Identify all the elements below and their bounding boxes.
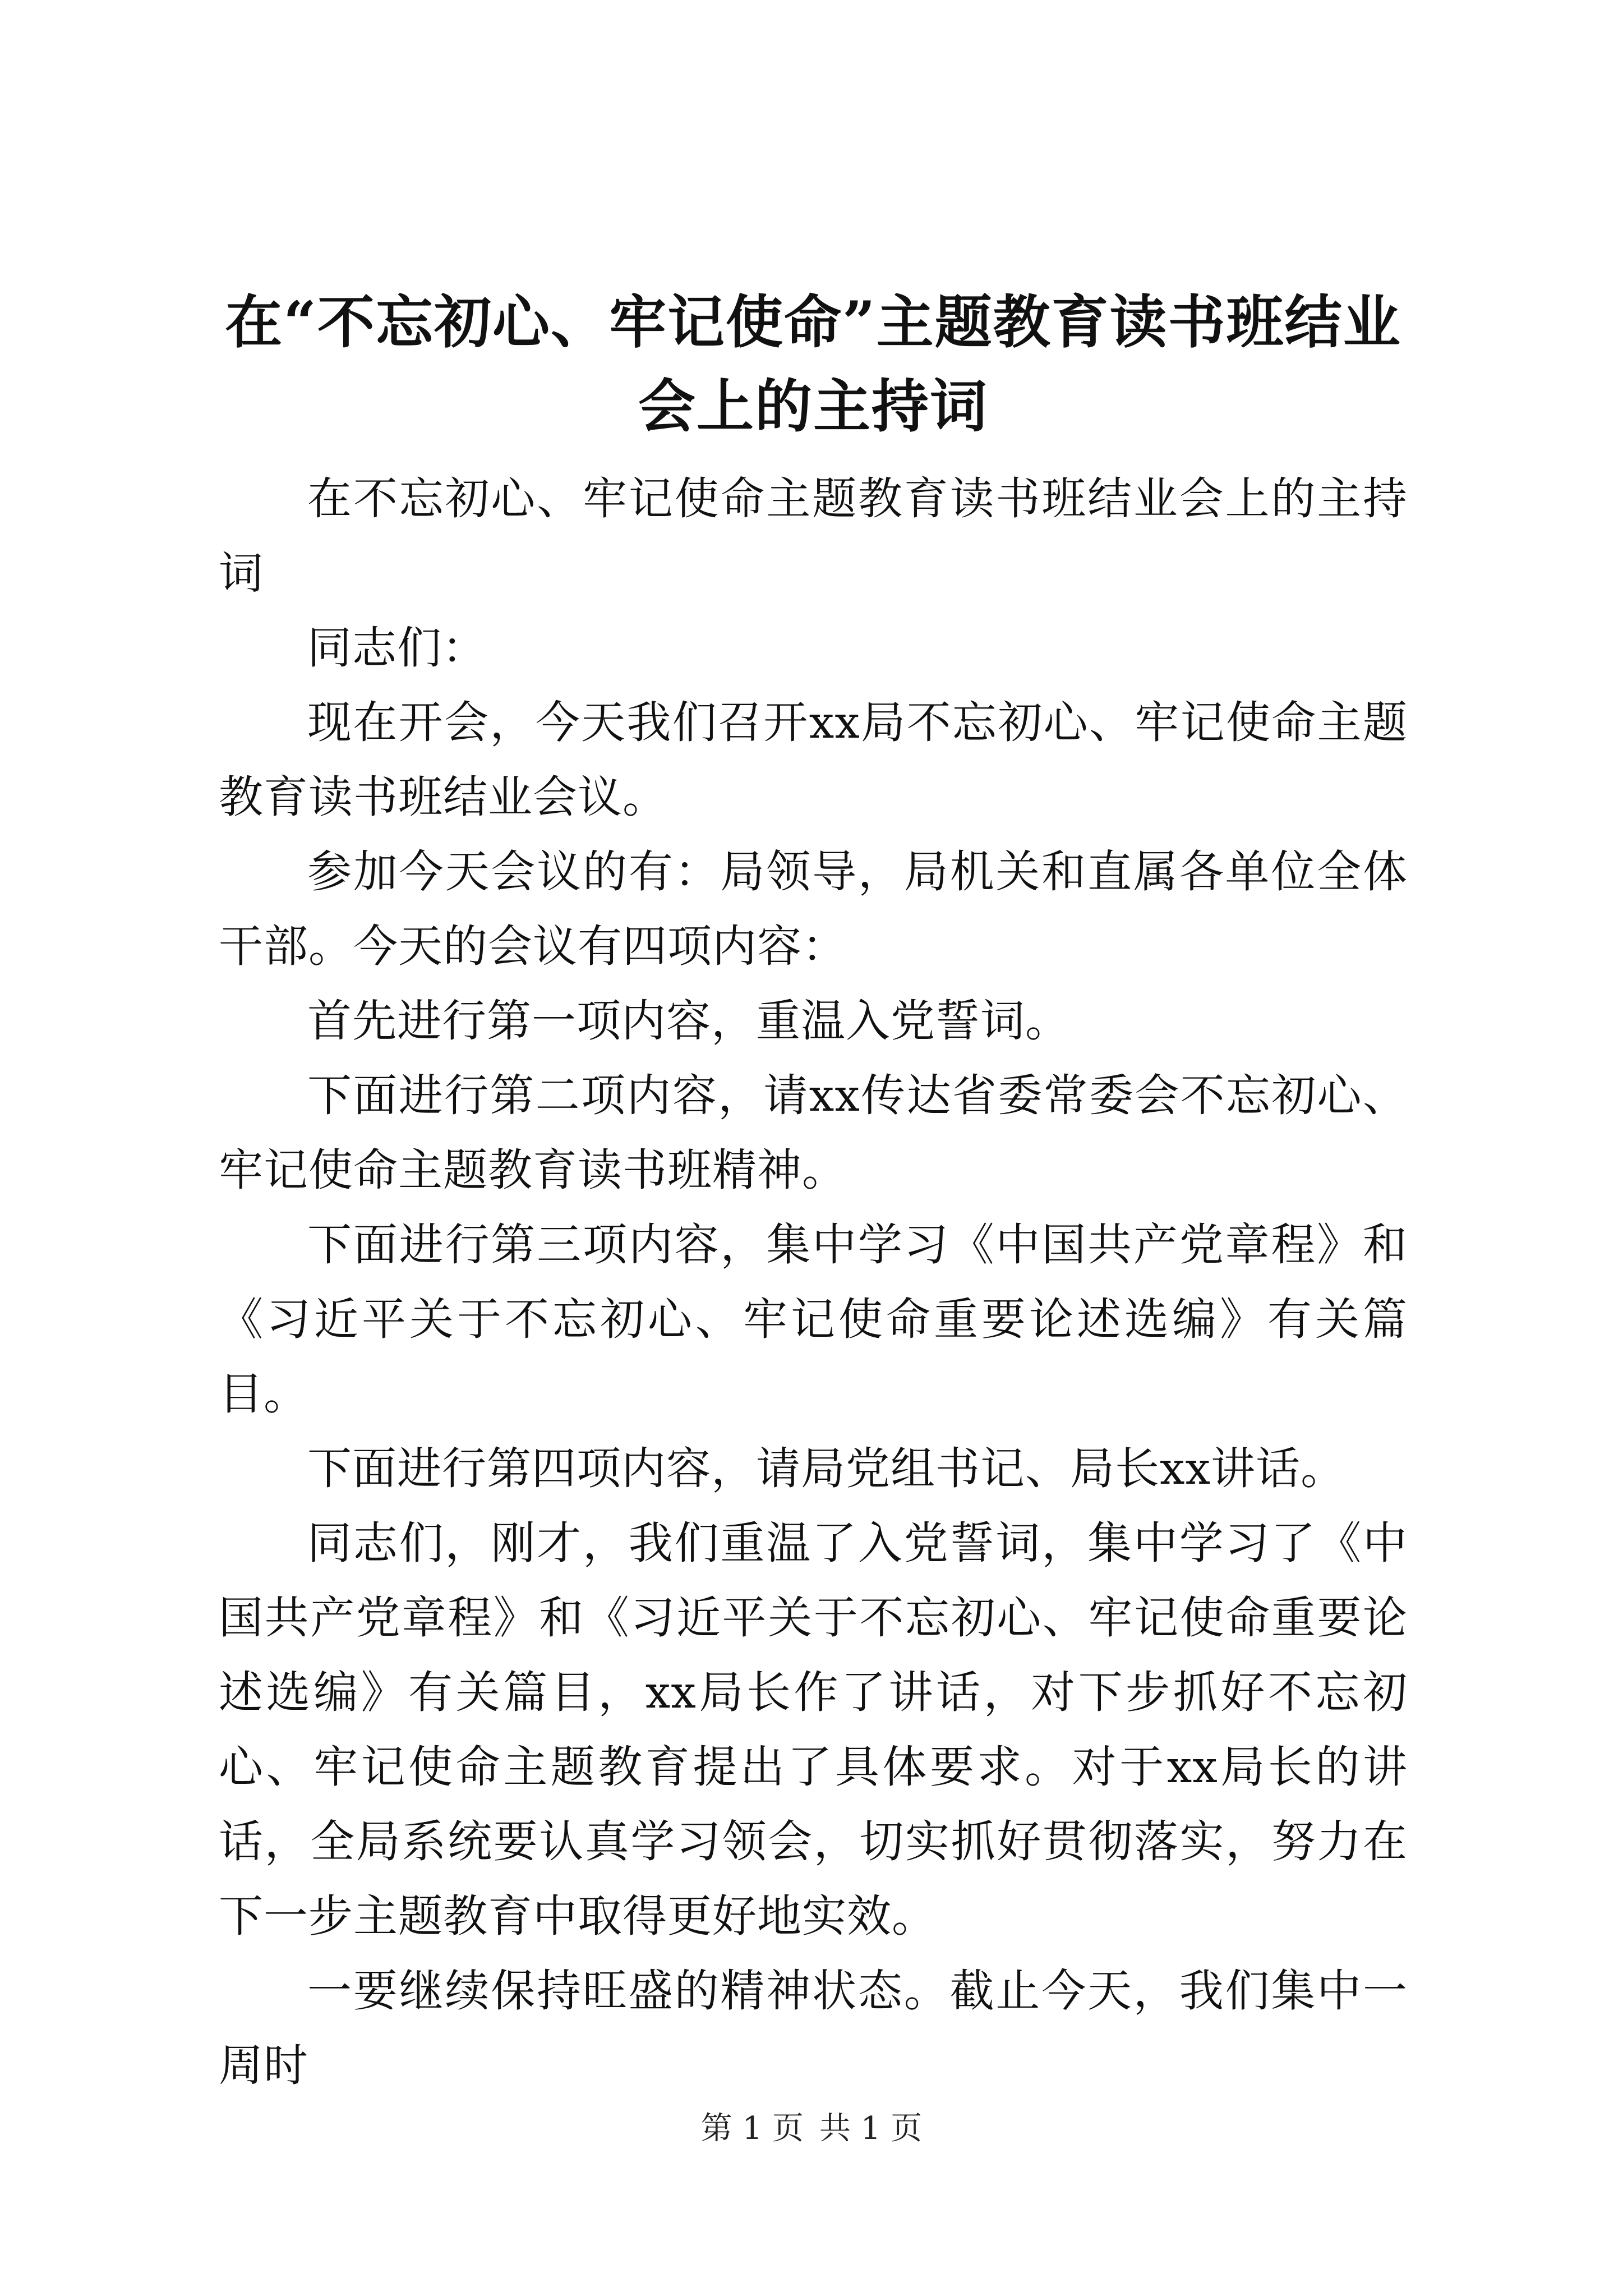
paragraph: 一要继续保持旺盛的精神状态。截止今天，我们集中一周时: [219, 1965, 1408, 2091]
page-number: 第 1 页: [700, 2110, 804, 2147]
document-body: [219, 462, 1408, 2103]
paragraph-greeting: 同志们：: [307, 622, 487, 674]
page-total: 共 1 页: [819, 2110, 923, 2147]
paragraph: 下面进行第三项内容，集中学习《中国共产党章程》和《习近平关于不忘初心、牢记使命重要论述选编》有关篇目。: [219, 1219, 1408, 1420]
paragraph: 同志们，刚才，我们重温了入党誓词，集中学习了《中国共产党章程》和《习近平关于不忘初心、牢记使命重要论述选编》有关篇目，xx局长作了讲话，对下步抓好不忘初心、牢记使命主题教育提出了具体要求。对于xx局长的讲话，全局系统要认真学习领会，切实抓好贯彻落实，努力在下一步主题教育中取得更好地实效。: [219, 1517, 1408, 1942]
paragraph: 首先进行第一项内容，重温入党誓词。: [307, 995, 1070, 1047]
paragraph: 现在开会，今天我们召开xx局不忘初心、牢记使命主题教育读书班结业会议。: [219, 697, 1408, 823]
paragraph: 下面进行第二项内容，请xx传达省委常委会不忘初心、牢记使命主题教育读书班精神。: [219, 1070, 1408, 1196]
page-footer: [0, 2106, 1623, 2151]
paragraph-subtitle: 在不忘初心、牢记使命主题教育读书班结业会上的主持词: [219, 473, 1408, 599]
paragraph: 下面进行第四项内容，请局党组书记、局长xx讲话。: [307, 1443, 1346, 1494]
paragraph: 参加今天会议的有：局领导，局机关和直属各单位全体干部。今天的会议有四项内容：: [219, 846, 1408, 972]
document-title: 在“不忘初心、牢记使命”主题教育读书班结业会上的主持词: [225, 289, 1401, 440]
